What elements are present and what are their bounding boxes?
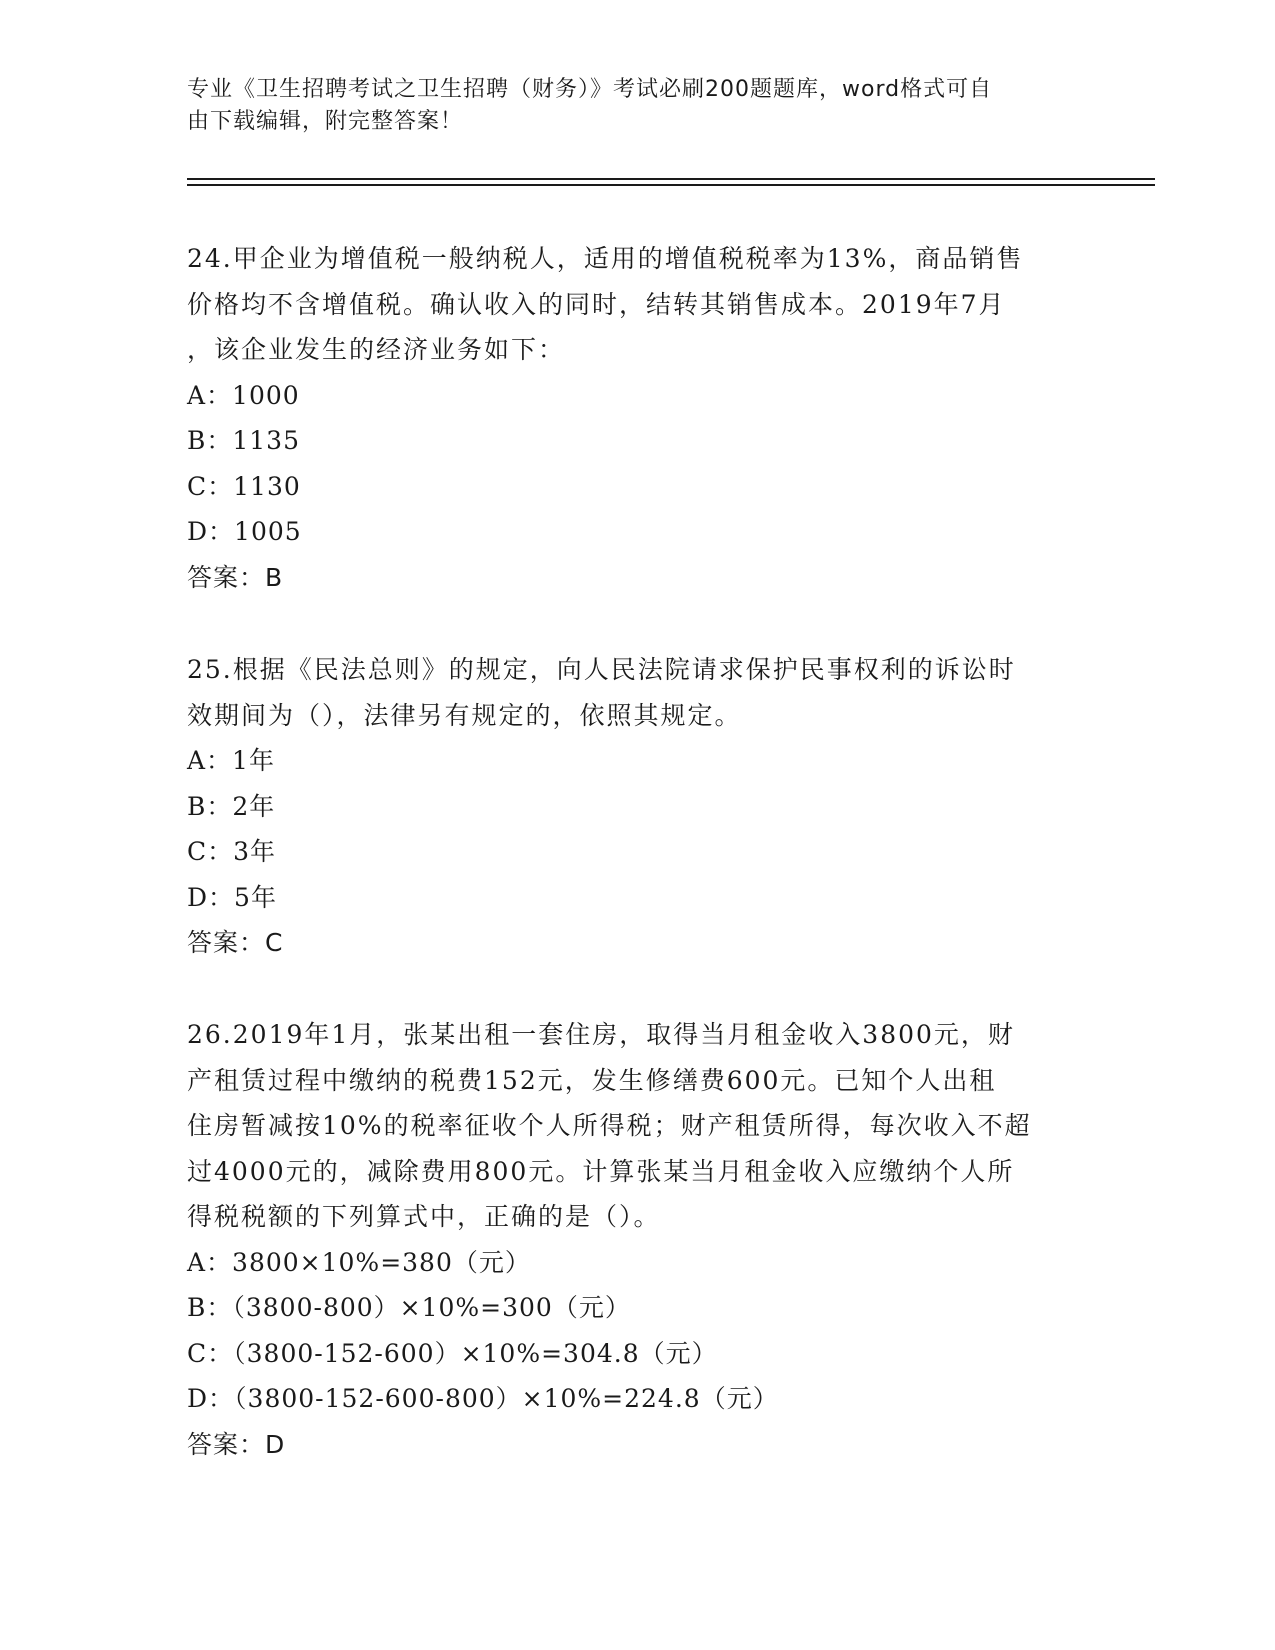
- question-25: [187, 647, 1087, 966]
- option-c: C：3年: [187, 837, 277, 866]
- stem-line: 过4000元的，减除费用800元。计算张某当月租金收入应缴纳个人所: [187, 1156, 1015, 1186]
- answer-line: 答案：C: [187, 928, 284, 957]
- question-stem: [187, 236, 1087, 373]
- header-divider-top: [187, 178, 1155, 180]
- document-header: [187, 74, 1087, 138]
- answer-line: 答案：B: [187, 562, 284, 592]
- question-26: [187, 1012, 1087, 1467]
- option-d: D：1005: [187, 517, 302, 546]
- header-divider-bottom: [187, 184, 1155, 186]
- stem-line: 价格均不含增值税。确认收入的同时，结转其销售成本。2019年7月: [187, 289, 1006, 319]
- option-c: C：1130: [187, 471, 301, 501]
- header-line-1: 专业《卫生招聘考试之卫生招聘（财务）》考试必刷200题题库，word格式可自: [187, 77, 993, 102]
- stem-line: 24.甲企业为增值税一般纳税人，适用的增值税税率为13%，商品销售: [187, 244, 1024, 273]
- stem-line: 产租赁过程中缴纳的税费152元，发生修缮费600元。已知个人出租: [187, 1065, 997, 1095]
- option-b: B：1135: [187, 426, 300, 455]
- question-24: [187, 236, 1087, 600]
- option-list: [187, 1240, 1087, 1422]
- option-d: D：（3800-152-600-800）×10%=224.8（元）: [187, 1384, 779, 1413]
- option-b: B：2年: [187, 791, 276, 821]
- option-a: A：1000: [187, 380, 300, 410]
- option-d: D：5年: [187, 882, 277, 912]
- option-b: B：（3800-800）×10%=300（元）: [187, 1293, 631, 1322]
- header-line-2: 由下载编辑，附完整答案！: [187, 109, 464, 134]
- stem-line: 得税税额的下列算式中，正确的是（）。: [187, 1202, 661, 1231]
- answer-line: 答案：D: [187, 1429, 286, 1459]
- question-stem: [187, 1012, 1087, 1240]
- option-a: A：1年: [187, 746, 275, 775]
- option-list: [187, 738, 1087, 920]
- question-stem: [187, 647, 1087, 738]
- stem-line: 住房暂减按10%的税率征收个人所得税；财产租赁所得，每次收入不超: [187, 1111, 1032, 1140]
- option-list: [187, 373, 1087, 555]
- stem-line: 25.根据《民法总则》的规定，向人民法院请求保护民事权利的诉讼时: [187, 655, 1016, 684]
- stem-line: 26.2019年1月，张某出租一套住房，取得当月租金收入3800元，财: [187, 1020, 1015, 1049]
- option-c: C：（3800-152-600）×10%=304.8（元）: [187, 1338, 718, 1368]
- stem-line: 效期间为（），法律另有规定的，依照其规定。: [187, 700, 742, 730]
- stem-line: ，该企业发生的经济业务如下：: [187, 335, 566, 364]
- option-a: A：3800×10%=380（元）: [187, 1247, 531, 1277]
